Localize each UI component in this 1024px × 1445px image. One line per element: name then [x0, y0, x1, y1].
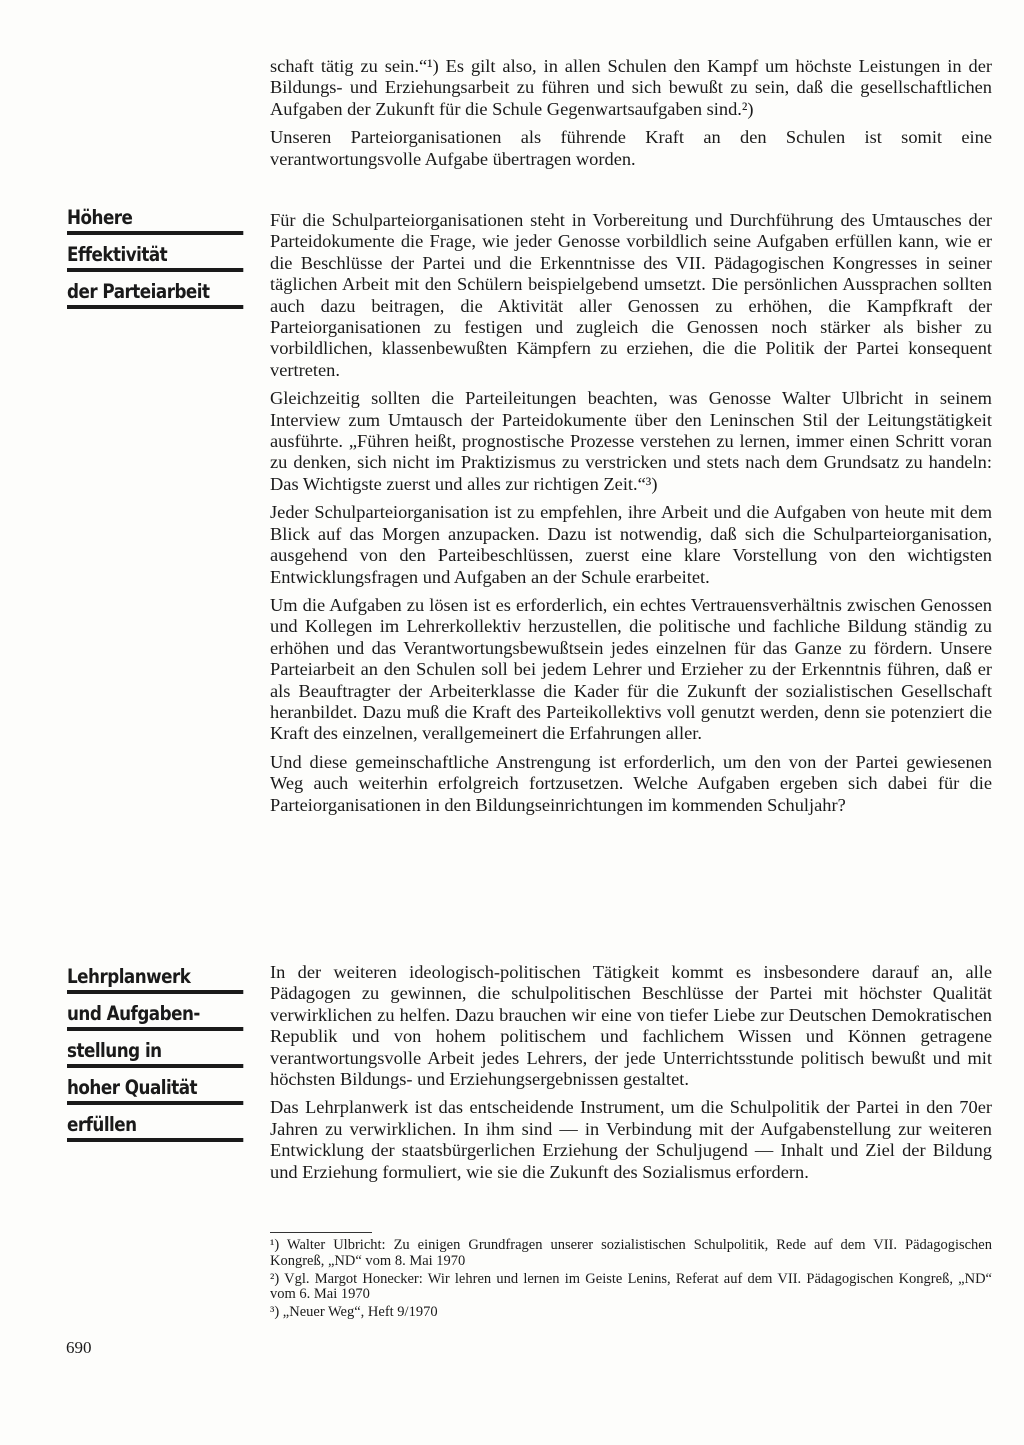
- margin-heading-line: Effektivität: [67, 242, 243, 272]
- footnote-rule: [270, 1232, 372, 1233]
- margin-heading-line: erfüllen: [67, 1112, 243, 1142]
- paragraph: Und diese gemeinschaftliche Anstrengung ist erforderlich, um den von der Partei gewiesenen Weg auch weiterhin erfolgreich fortzusetzen. Welche Aufgaben ergeben sich dabei für die Parteiorganisationen in den Bildungseinrichtungen im kommenden Schuljahr?: [270, 751, 992, 815]
- margin-heading-line: Höhere: [67, 205, 243, 235]
- paragraph: Das Lehrplanwerk ist das entscheidende Instrument, um die Schulpolitik der Partei in den 70er Jahren zu verwirklichen. In ihm sind — in Verbindung mit der Aufgabenstellung zur weiteren Entwicklung der staatsbürgerlichen Erziehung der Schuljugend — Inhalt und Ziel der Bildung und Erziehung formuliert, wie sie die Zukunft des Sozialismus erfordern.: [270, 1097, 992, 1182]
- body-text-block-3: [270, 962, 992, 1190]
- paragraph: schaft tätig zu sein.“¹) Es gilt also, in allen Schulen den Kampf um höchste Leistungen in der Bildungs- und Erziehungsarbeit zu führen und sich bewußt zu sein, daß die gesellschaftlichen Aufgaben der Zukunft für die Schule Gegenwartsaufgaben sind.²): [270, 56, 992, 119]
- footnote: ¹) Walter Ulbricht: Zu einigen Grundfragen unserer sozialistischen Schulpolitik, Rede auf dem VII. Pädagogischen Kongreß, „ND“ vom 8. Mai 1970: [270, 1237, 992, 1269]
- footnote: ²) Vgl. Margot Honecker: Wir lehren und lernen im Geiste Lenins, Referat auf dem VII. Pädagogischen Kongreß, „ND“ vom 6. Mai 1970: [270, 1270, 992, 1303]
- margin-heading-line: hoher Qualität: [67, 1075, 243, 1105]
- paragraph: In der weiteren ideologisch-politischen Tätigkeit kommt es insbesondere darauf an, alle Pädagogen zu gewinnen, die schulpolitischen Beschlüsse der Partei mit höchster Qualität verwirklichen zu helfen. Dazu brauchen wir eine von tiefer Liebe zur Deutschen Demokratischen Republik und von hohem politischem und fachlichem Wissen und Können getragene verantwortungsvolle Arbeit jedes Lehrers, der jede Unterrichtsstunde politisch bewußt und mit höchsten Bildungs- und Erziehungsergebnissen gestaltet.: [270, 962, 992, 1090]
- body-text-block-2: [270, 210, 992, 823]
- margin-heading-parteiarbeit: [67, 205, 219, 316]
- footnotes: [270, 1238, 992, 1323]
- paragraph: Gleichzeitig sollten die Parteileitungen beachten, was Genosse Walter Ulbricht in seinem Interview zum Umtausch der Parteidokumente über den Leninschen Stil der Leitungstätigkeit ausführte. „Führen heißt, prognostische Prozesse verstehen zu lernen, immer einen Schritt voran zu denken, sich nicht im Praktizismus zu verstricken und stets nach dem Grundsatz zu handeln: Das Wichtigste zuerst und alles zur richtigen Zeit.“³): [270, 388, 992, 494]
- margin-heading-line: Lehrplanwerk: [67, 964, 243, 994]
- paragraph: Für die Schulparteiorganisationen steht in Vorbereitung und Durchführung des Umtausches der Parteidokumente die Frage, wie jeder Genosse vorbildlich seine Aufgaben erfüllen kann, wie er die Beschlüsse der Partei und die Erkenntnisse des VII. Pädagogischen Kongresses in seiner täglichen Arbeit mit den Schülern beispielgebend umsetzt. Die persönlichen Aussprachen sollten auch dazu beitragen, die Aktivität aller Genossen zu erhöhen, die Kampfkraft der Parteiorganisationen zu festigen und zugleich die Genossen noch stärker als bisher zu vorbildlichen, klassenbewußten Kämpfern zu erziehen, die die Politik der Partei konsequent vertreten.: [270, 210, 992, 380]
- margin-heading-line: und Aufgaben-: [67, 1001, 243, 1031]
- margin-heading-lehrplanwerk: [67, 964, 219, 1149]
- footnote: ³) „Neuer Weg“, Heft 9/1970: [270, 1304, 438, 1321]
- margin-heading-line: stellung in: [67, 1038, 243, 1068]
- body-text-block-1: [270, 56, 992, 177]
- paragraph: Unseren Parteiorganisationen als führende Kraft an den Schulen ist somit eine verantwortungsvolle Aufgabe übertragen worden.: [270, 127, 992, 169]
- paragraph: Jeder Schulparteiorganisation ist zu empfehlen, ihre Arbeit und die Aufgaben von heute mit dem Blick auf das Morgen anzupacken. Dazu ist notwendig, daß sich die Schulparteiorganisation, ausgehend von den Parteibeschlüssen, zuerst eine klare Vorstellung von den wichtigsten Entwicklungsfragen und Aufgaben an der Schule erarbeitet.: [270, 502, 992, 587]
- page-number: 690: [66, 1338, 92, 1357]
- margin-heading-line: der Parteiarbeit: [67, 279, 243, 309]
- paragraph: Um die Aufgaben zu lösen ist es erforderlich, ein echtes Vertrauensverhältnis zwischen Genossen und Kollegen im Lehrerkollektiv herzustellen, die politische und fachliche Bildung ständig zu erhöhen und das Verantwortungsbewußtsein jedes einzelnen für das Ganze zu fördern. Unsere Parteiarbeit an den Schulen soll bei jedem Lehrer und Erzieher zu der Erkenntnis führen, daß er als Beauftragter der Arbeiterklasse die Kader für die Zukunft der sozialistischen Gesellschaft heranbildet. Dazu muß die Kraft des Parteikollektivs voll genutzt werden, denn sie potenziert die Kraft des einzelnen, verallgemeinert die Erfahrungen aller.: [270, 594, 992, 744]
